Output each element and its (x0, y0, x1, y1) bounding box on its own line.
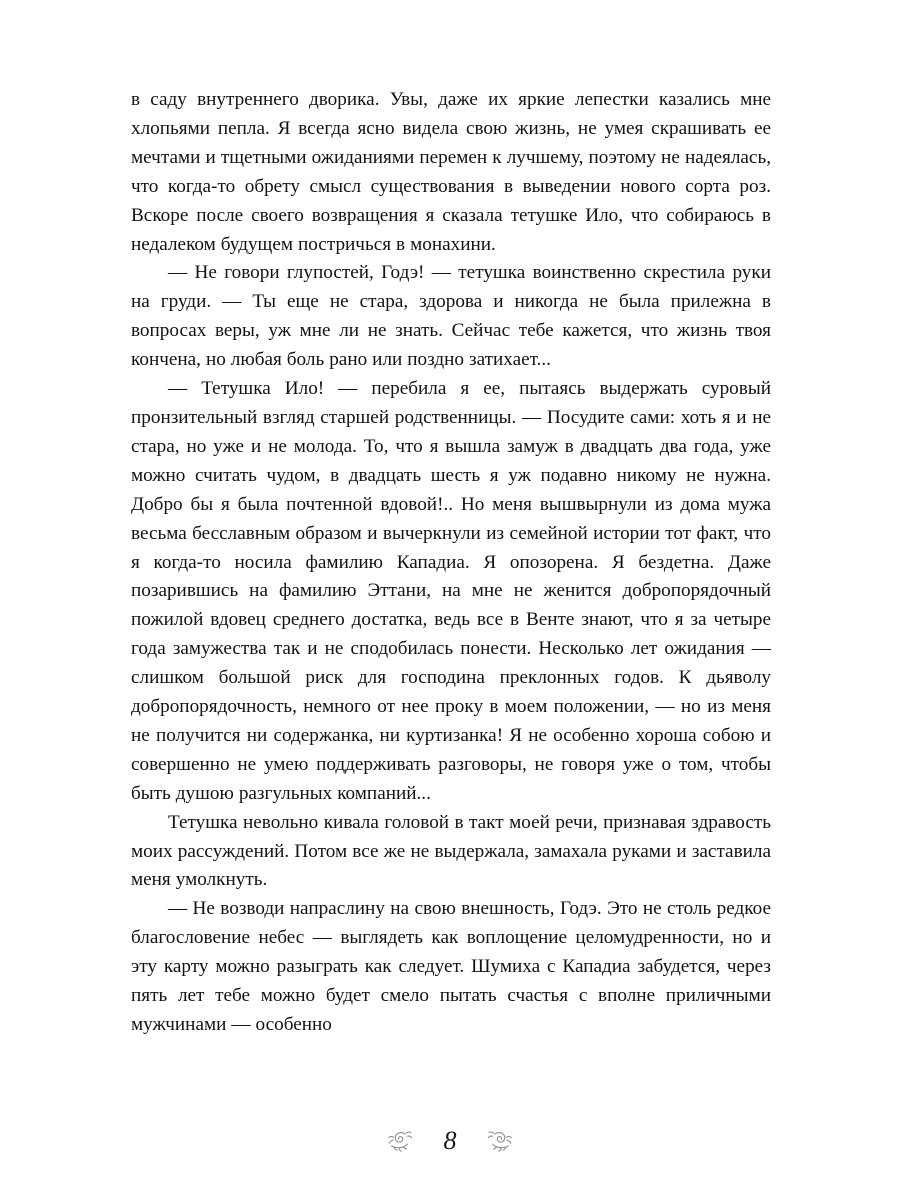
paragraph: — Не говори глупостей, Годэ! — тетушка воинственно скрестила руки на груди. — Ты еще не стара, здорова и никогда не была прилежна в вопросах веры, уж мне ли не знать. Сейчас тебе кажется, что жизнь твоя кончена, но любая боль рано или поздно затихает... (131, 262, 771, 371)
page-text-block (131, 86, 771, 1040)
page-number: 8 (443, 1126, 457, 1155)
paragraph: Тетушка невольно кивала головой в такт моей речи, признавая здравость моих рассуждений. Потом все же не выдержала, замахала руками и заставила меня умолкнуть. (131, 811, 771, 891)
page-footer (0, 1118, 900, 1164)
paragraph: — Не возводи напраслину на свою внешность, Годэ. Это не столь редкое благословение небес — выглядеть как воплощение целомудренности, но и эту карту можно разыграть как следует. Шумиха с Кападиа забудется, через пять лет тебе можно будет смело пытать счастья с вполне приличными мужчинами — особенно (131, 898, 771, 1035)
paragraph: в саду внутреннего дворика. Увы, даже их яркие лепестки казались мне хлопьями пепла. Я всегда ясно видела свою жизнь, не умея скрашивать ее мечтами и тщетными ожиданиями перемен к лучшему, поэтому не надеялась, что когда-то обрету смысл существования в выведении нового сорта роз. Вскоре после своего возвращения я сказала тетушке Ило, что собираюсь в недалеком будущем постричься в монахини. (131, 89, 771, 255)
paragraph: — Тетушка Ило! — перебила я ее, пытаясь выдержать суровый пронзительный взгляд старшей родственницы. — Посудите сами: хоть я и не стара, но уже и не молода. То, что я вышла замуж в двадцать два года, уже можно считать чудом, в двадцать шесть я уж подавно никому не нужна. Добро бы я была почтенной вдовой!.. Но меня вышвырнули из дома мужа весьма бесславным образом и вычеркнули из семейной истории тот факт, что я когда-то носила фамилию Кападиа. Я опозорена. Я бездетна. Даже позарившись на фамилию Эттани, на мне не женится добропорядочный пожилой вдовец среднего достатка, ведь все в Венте знают, что я за четыре года замужества так и не сподобилась понести. Несколько лет ожидания — слишком большой риск для господина преклонных годов. К дьяволу добропорядочность, немного от нее проку в моем положении, — но из меня не получится ни содержанка, ни куртизанка! Я не особенно хороша собою и совершенно не умею поддерживать разговоры, не говоря уже о том, чтобы быть душою разгульных компаний... (131, 378, 771, 804)
floral-scroll-ornament-right-icon (485, 1128, 515, 1154)
floral-scroll-ornament-left-icon (385, 1128, 415, 1154)
